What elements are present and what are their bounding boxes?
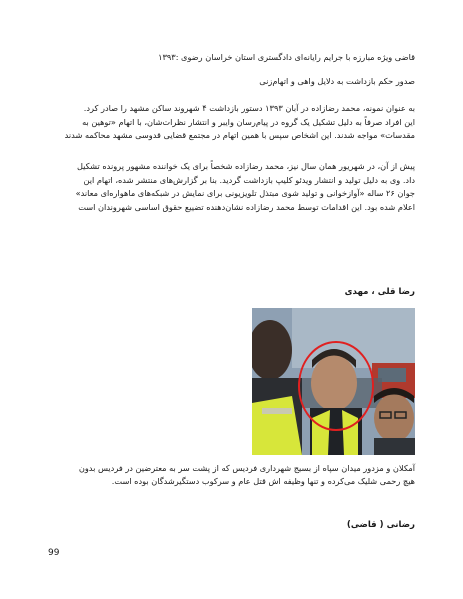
paragraph-1-line-1: به عنوان نمونه، محمد رضازاده در آبان ۱۳۹۳ دستور بازداشت ۴ شهروند ساکن مشهد را صادر کرد. xyxy=(83,103,415,113)
paragraph-2-line-4: اعلام شده بود. این اقدامات توسط محمد رضازاده نشان‌دهنده تضییع حقوق اساسی شهروندان است xyxy=(78,201,415,212)
paragraph-1 xyxy=(65,102,415,143)
paragraph-2-line-2: داد. وی به دلیل تولید و انتشار ویدئو کلیپ بازداشت گردید. بنا بر گزارش‌های منتشر شده، اتهام این xyxy=(83,174,415,185)
paragraph-2-line-3: جوان ۲۶ ساله «آوازخوانی و تولید شوی مبتذل تلویزیونی برای نمایش در شبکه‌های ماهواره‌ای معاند» xyxy=(75,188,415,198)
footer-name: رضانی ( قاضی) xyxy=(346,520,415,530)
selfie-photo xyxy=(252,308,415,455)
section-name: رضا قلی ، مهدی xyxy=(344,287,415,297)
page-number: 99 xyxy=(48,548,60,558)
photo-caption-line-1: آمکلان و مزدور میدان سپاه از بسیج شهرداری فردیس که از پشت سر به معترضین در فردیس بدون xyxy=(78,463,415,473)
paragraph-2 xyxy=(76,160,415,214)
header-line-1: قاضی ویژه مبارزه با جرایم رایانه‌ای دادگستری استان خراسان رضوی :۱۳۹۳ xyxy=(158,52,415,62)
paragraph-1-line-2: این افراد صرفاً به دلیل تشکیل یک گروه در پیام‌رسان وایبر و انتشار نظرات‌شان، با اتهام «توهین به xyxy=(82,116,415,127)
paragraph-2-line-1: پیش از آن، در شهریور همان سال نیز، محمد رضازاده شخصاً برای یک خواننده مشهور پرونده تشکیل xyxy=(76,161,415,171)
header-line-2: صدور حکم بازداشت به دلایل واهی و اتهام‌زنی xyxy=(259,76,415,86)
paragraph-1-line-3: مقدسات» مواجه شدند. این اشخاص سپس با همین اتهام در مجتمع قضایی قدوسی مشهد محاکمه شدند xyxy=(64,130,415,140)
photo-caption-line-2: هیچ رحمی شلیک می‌کرده و تنها وظیفه اش قتل عام و سرکوب دستگیرشدگان بوده است. xyxy=(111,476,415,486)
photo-caption xyxy=(79,462,415,488)
